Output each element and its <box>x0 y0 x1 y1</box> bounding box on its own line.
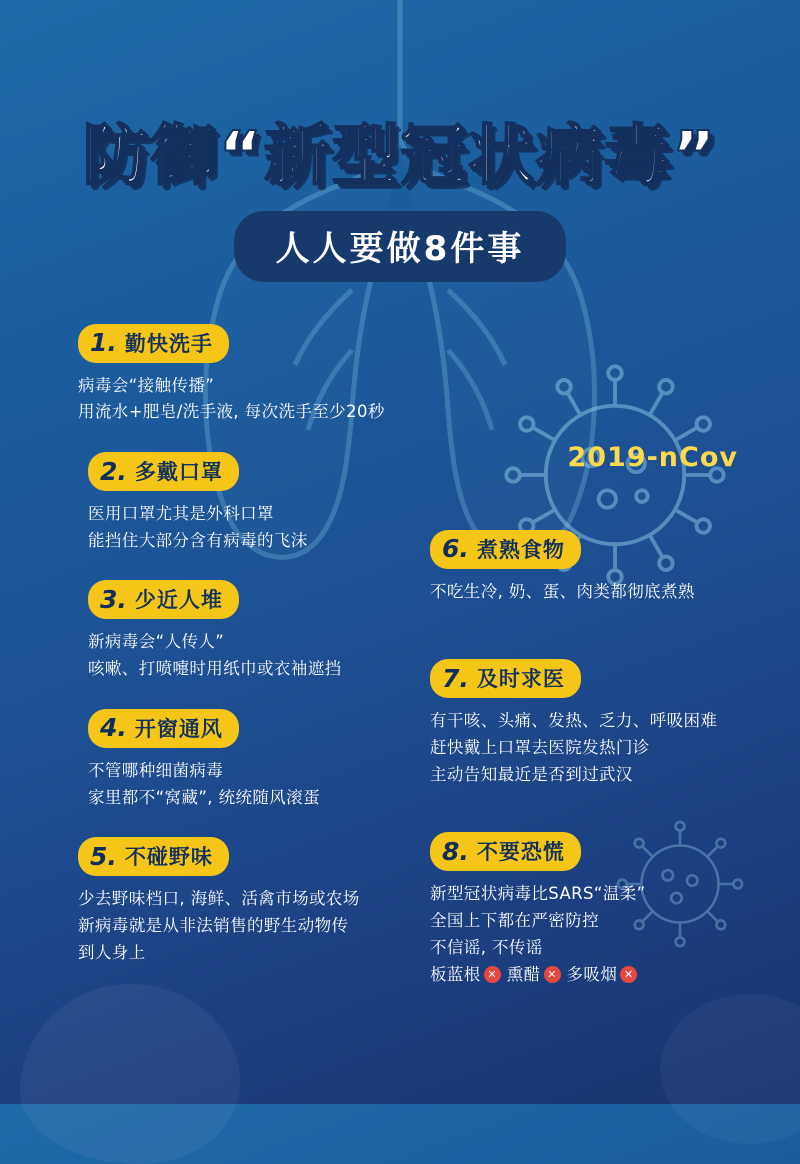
tip-number-3: 3. <box>100 584 127 614</box>
tip-title-4: 开窗通风 <box>134 716 223 741</box>
tip-title-5: 不碰野味 <box>124 845 213 870</box>
tip-item-8 <box>430 832 800 988</box>
tip-header-6 <box>430 530 581 569</box>
tip-line: 用流水+肥皂/洗手液, 每次洗手至少20秒 <box>78 402 385 422</box>
decorative-blob-bottom-right <box>660 994 800 1144</box>
tip-line: 赶快戴上口罩去医院发热门诊 <box>430 738 650 758</box>
tips-column-left <box>0 324 420 993</box>
tip-body-3 <box>88 629 420 682</box>
tip-item-2 <box>78 452 420 554</box>
tips-container <box>0 324 800 1015</box>
tips-column-right <box>420 324 800 1015</box>
tip-item-3 <box>78 580 420 682</box>
tip-number-5: 5. <box>90 841 117 871</box>
tip-body-5 <box>78 886 420 966</box>
tip-line: 咳嗽、打喷嚏时用纸巾或衣袖遮挡 <box>88 659 342 679</box>
tip-number-8: 8. <box>442 836 469 866</box>
tip-item-4 <box>78 709 420 811</box>
tip-line: 病毒会“接触传播” <box>78 375 215 395</box>
tip-number-6: 6. <box>442 534 469 564</box>
tip-body-4 <box>88 758 420 811</box>
tip-number-7: 7. <box>442 663 469 693</box>
tip-line: 家里都不“窝藏”, 统统随风滚蛋 <box>88 787 320 807</box>
tip-number-1: 1. <box>90 328 117 358</box>
tip-title-2: 多戴口罩 <box>134 460 223 485</box>
cross-icon: ✕ <box>620 966 637 983</box>
cross-icon: ✕ <box>484 966 501 983</box>
virus-name-label: 2019-nCov <box>567 442 738 473</box>
tip-header-8 <box>430 832 581 871</box>
tip-line: 新病毒就是从非法销售的野生动物传 <box>78 916 349 936</box>
tip-number-2: 2. <box>100 456 127 486</box>
tip-line: 不信谣, 不传谣 <box>430 937 543 957</box>
tip-body-6 <box>430 579 800 606</box>
tip-header-1 <box>78 324 229 363</box>
tip-line: 新型冠状病毒比SARS“温柔” <box>430 884 646 904</box>
cross-icon: ✕ <box>544 966 561 983</box>
tip-item-1 <box>78 324 420 426</box>
tip-line: 不吃生冷, 奶、蛋、肉类都彻底煮熟 <box>430 581 695 601</box>
forbidden-item <box>507 962 561 989</box>
tip-line: 全国上下都在严密防控 <box>430 911 599 931</box>
tip-body-7 <box>430 708 800 788</box>
tip-line: 新病毒会“人传人” <box>88 632 225 652</box>
tip-title-3: 少近人堆 <box>134 588 223 613</box>
tip-item-5 <box>78 837 420 966</box>
tip-title-7: 及时求医 <box>476 667 565 692</box>
tip-header-3 <box>88 580 239 619</box>
tip-line: 有干咳、头痛、发热、乏力、呼吸困难 <box>430 711 718 731</box>
tip-body-1 <box>78 373 420 426</box>
forbidden-item <box>430 962 501 989</box>
tip-title-8: 不要恐慌 <box>476 840 565 865</box>
tip-title-1: 勤快洗手 <box>124 331 213 356</box>
tip-8-forbidden-list <box>430 962 800 989</box>
tip-item-6 <box>430 530 800 606</box>
tip-body-8 <box>430 881 800 988</box>
tip-line: 到人身上 <box>78 942 146 962</box>
poster-header <box>0 0 800 282</box>
tip-line: 医用口罩尤其是外科口罩 <box>88 504 274 524</box>
tip-line: 能挡住大部分含有病毒的飞沫 <box>88 530 308 550</box>
tip-title-6: 煮熟食物 <box>476 537 565 562</box>
tip-body-2 <box>88 501 420 554</box>
page-subtitle: 人人要做8件事 <box>234 211 567 282</box>
page-title: 防御“新型冠状病毒” <box>82 117 718 194</box>
tip-line: 主动告知最近是否到过武汉 <box>430 764 633 784</box>
tip-header-4 <box>88 709 239 748</box>
tip-header-5 <box>78 837 229 876</box>
forbidden-label: 板蓝根 <box>430 964 481 984</box>
forbidden-item <box>567 962 638 989</box>
forbidden-label: 多吸烟 <box>566 964 618 984</box>
tip-line: 少去野味档口, 海鲜、活禽市场或农场 <box>78 889 360 909</box>
forbidden-label: 熏醋 <box>506 964 541 984</box>
tip-line: 不管哪种细菌病毒 <box>88 760 224 780</box>
tip-item-7 <box>430 659 800 788</box>
tip-header-7 <box>430 659 581 698</box>
tip-number-4: 4. <box>100 713 127 743</box>
tip-header-2 <box>88 452 239 491</box>
